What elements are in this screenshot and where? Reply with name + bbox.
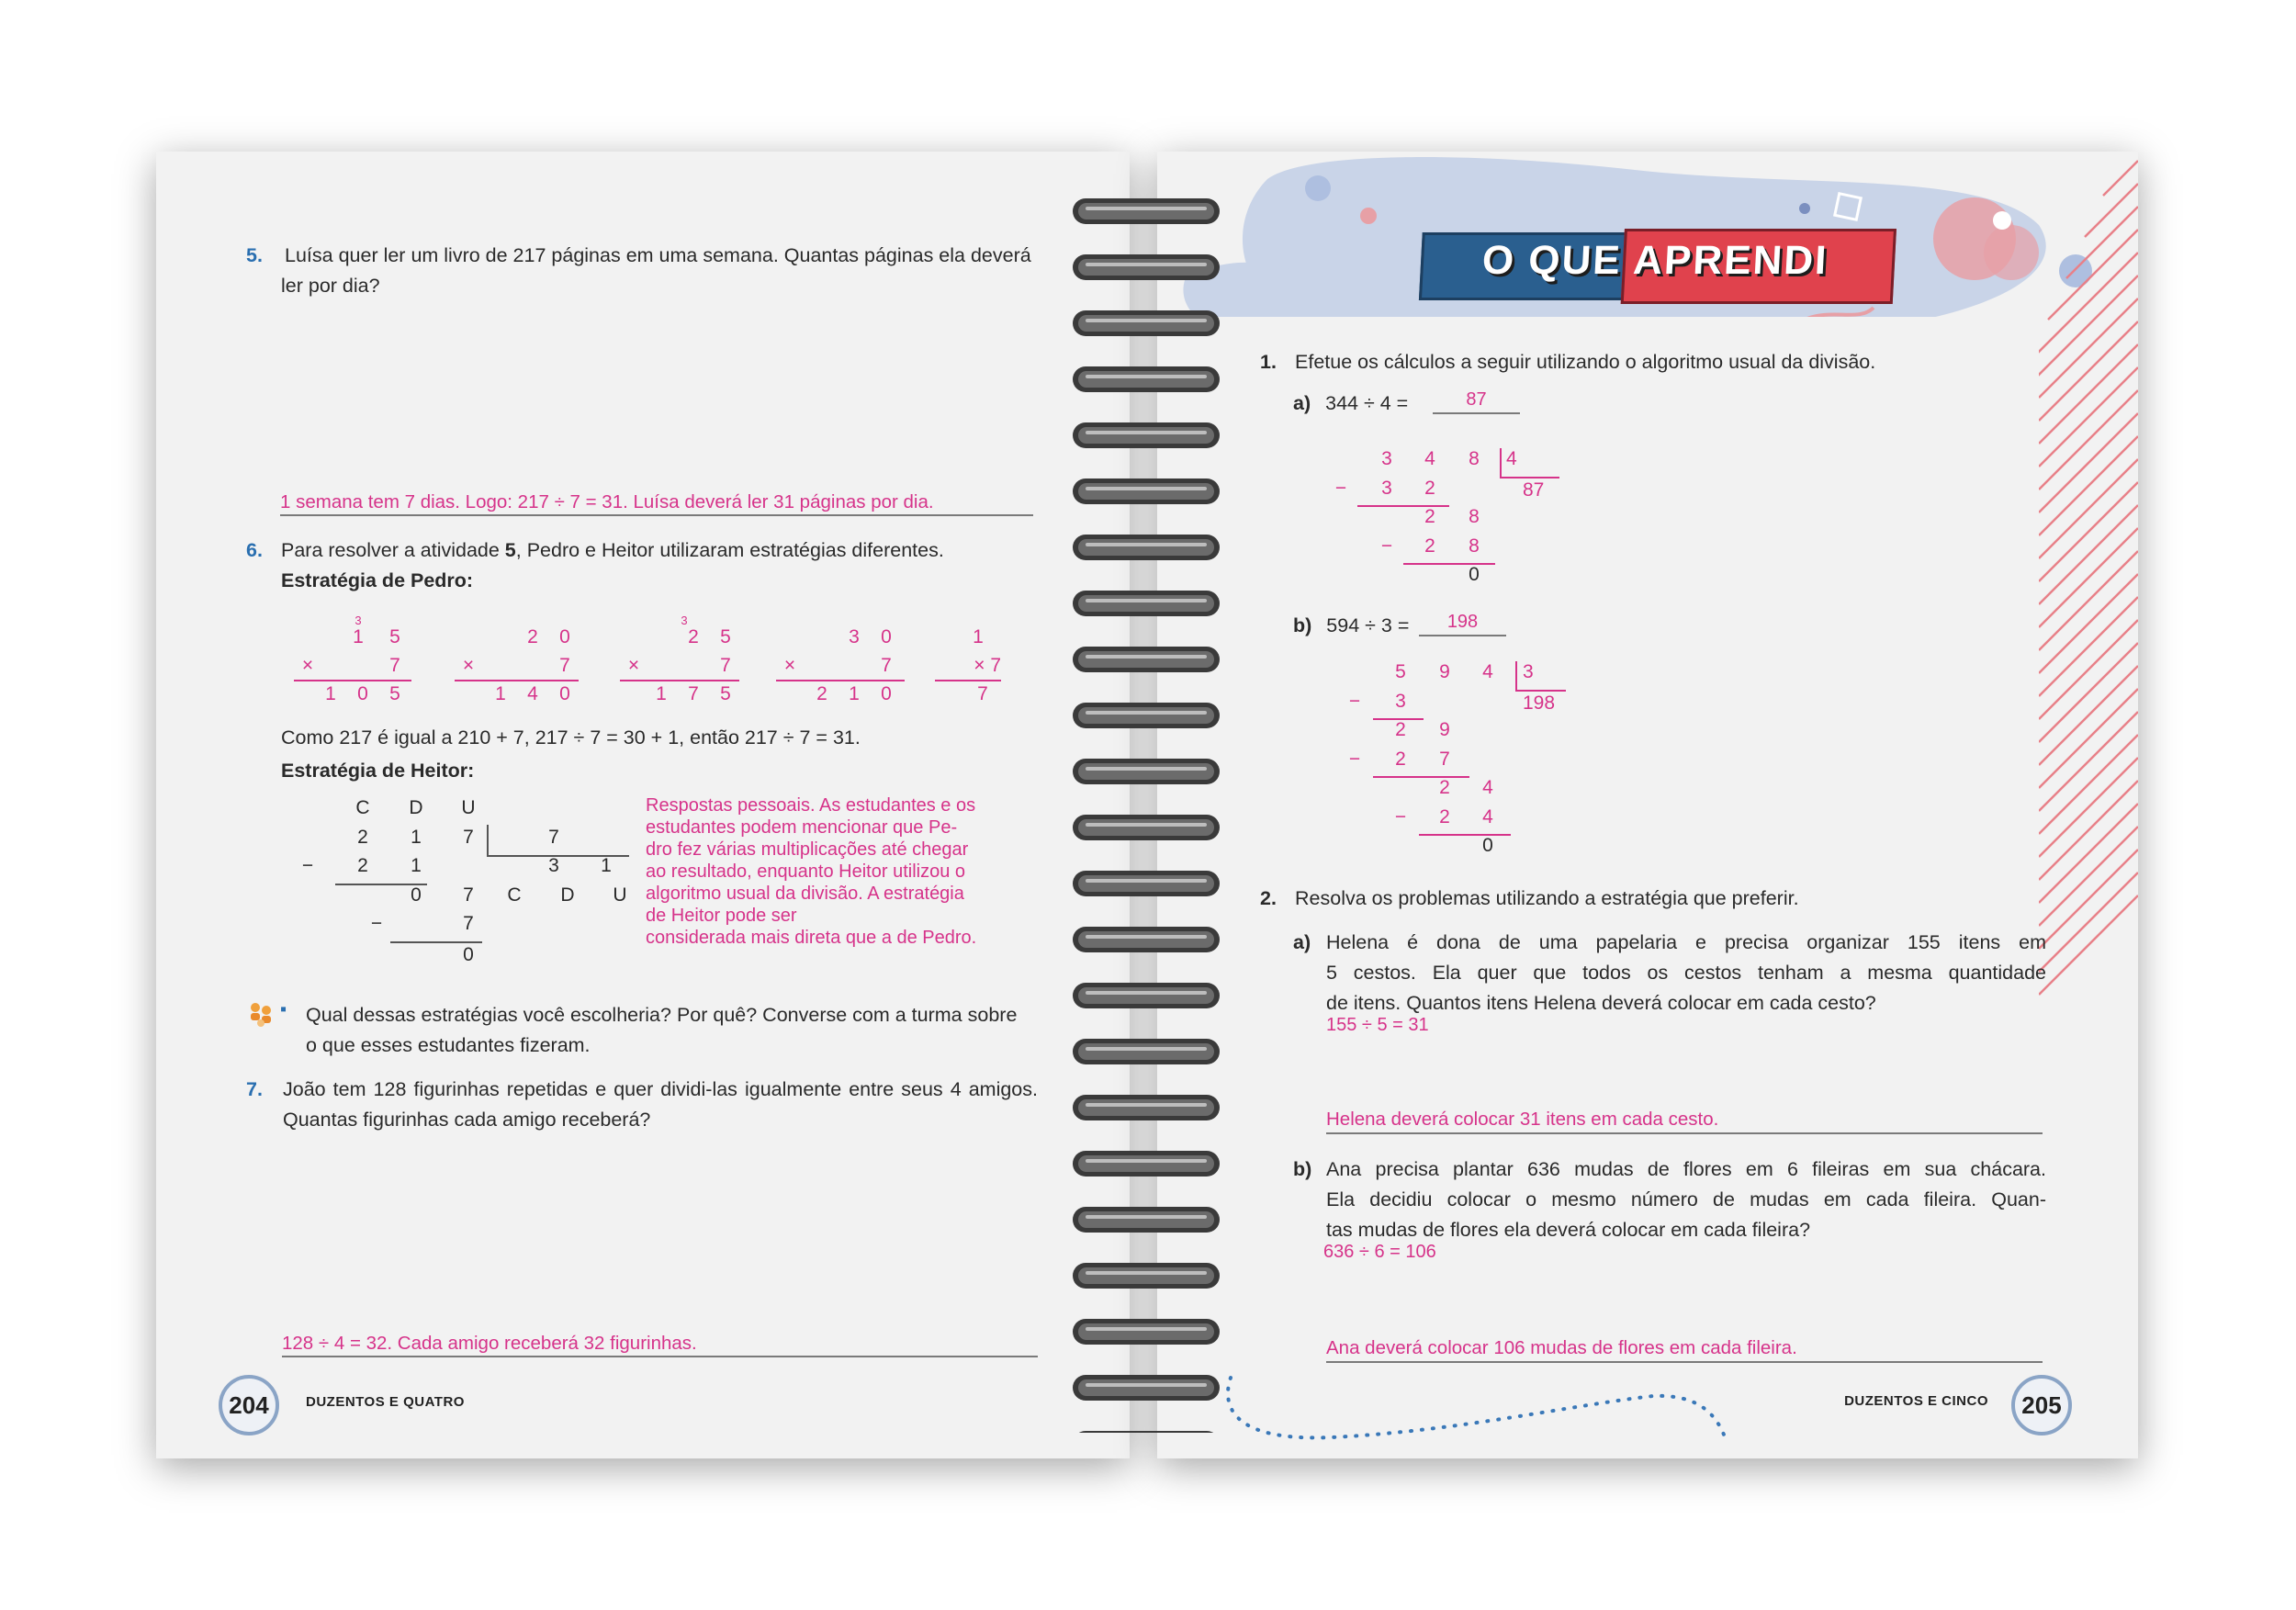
digit: 1 bbox=[411, 827, 422, 848]
quotient-header: U bbox=[613, 884, 627, 906]
digit: 7 bbox=[977, 683, 988, 704]
spiral-ring bbox=[1073, 366, 1220, 392]
note-line: de Heitor pode ser bbox=[646, 906, 797, 926]
digit: 7 bbox=[720, 655, 731, 676]
pedro-title: Estratégia de Pedro: bbox=[281, 569, 474, 591]
quotient-digit: 3 bbox=[548, 855, 559, 876]
quotient-digit: 1 bbox=[601, 855, 612, 876]
item-1b bbox=[1293, 611, 1409, 641]
quotient: 87 bbox=[1523, 479, 1545, 501]
digit: 3 bbox=[1381, 448, 1392, 469]
digit: 4 bbox=[1482, 806, 1493, 828]
digit: 4 bbox=[527, 683, 538, 704]
spiral-ring bbox=[1073, 198, 1220, 224]
spiral-ring bbox=[1073, 927, 1220, 952]
quotient: 198 bbox=[1523, 692, 1556, 714]
quotient-header: C bbox=[507, 884, 522, 906]
question-number: 7. bbox=[246, 1078, 263, 1100]
spiral-ring bbox=[1073, 647, 1220, 672]
digit: 1 bbox=[411, 855, 422, 876]
digit: 0 bbox=[881, 683, 892, 704]
item-line: Ana precisa plantar 636 mudas de flores em 6 fileiras em sua chácara. bbox=[1326, 1158, 2046, 1180]
heitor-division bbox=[294, 797, 634, 981]
page-footer-label: DUZENTOS E QUATRO bbox=[306, 1394, 465, 1410]
note-line: considerada mais direta que a de Pedro. bbox=[646, 928, 977, 948]
spiral-ring bbox=[1073, 1095, 1220, 1120]
digit: 2 bbox=[357, 855, 368, 876]
pedro-multiplications bbox=[276, 614, 1010, 715]
answer-line: Ana deverá colocar 106 mudas de flores em cada fileira. bbox=[1326, 1337, 1797, 1358]
teacher-note bbox=[646, 794, 1041, 949]
digit: 5 bbox=[1395, 661, 1406, 682]
item-line: de itens. Quantos itens Helena deverá colocar em cada cesto? bbox=[1326, 992, 1876, 1014]
activity-ref: 5 bbox=[504, 539, 516, 561]
digit: 2 bbox=[1439, 777, 1450, 798]
answer-rule bbox=[1326, 1132, 2043, 1134]
page-number-badge bbox=[2011, 1375, 2072, 1435]
item-line: tas mudas de flores ela deverá colocar em cada fileira? bbox=[1326, 1219, 1811, 1241]
digit: 1 bbox=[353, 626, 364, 647]
answer-value: 198 bbox=[1446, 612, 1479, 632]
operator: × bbox=[627, 655, 640, 676]
note-line: algoritmo usual da divisão. A estratégia bbox=[646, 884, 964, 904]
question-text: Efetue os cálculos a seguir utilizando o algoritmo usual da divisão. bbox=[1295, 351, 1876, 373]
spiral-ring bbox=[1073, 1207, 1220, 1233]
question-text: Resolva os problemas utilizando a estratégia que preferir. bbox=[1295, 887, 1799, 909]
digit: 0 bbox=[881, 626, 892, 647]
digit: 0 bbox=[357, 683, 368, 704]
digit: 0 bbox=[559, 683, 570, 704]
spiral-ring bbox=[1073, 871, 1220, 896]
item-1a bbox=[1293, 388, 1408, 419]
digit: 5 bbox=[389, 683, 400, 704]
digit: 2 bbox=[1424, 506, 1435, 527]
note-line: ao resultado, enquanto Heitor utilizou o bbox=[646, 861, 966, 882]
question-7 bbox=[246, 1075, 1038, 1135]
operator: × 7 bbox=[974, 655, 1001, 676]
digit: 1 bbox=[849, 683, 860, 704]
spiral-ring bbox=[1073, 254, 1220, 280]
spiral-ring bbox=[1073, 1431, 1220, 1433]
carry-digit: 3 bbox=[681, 614, 688, 627]
spiral-ring bbox=[1073, 591, 1220, 616]
digit: 7 bbox=[559, 655, 570, 676]
digit: 2 bbox=[688, 626, 699, 647]
digit: 7 bbox=[1439, 749, 1450, 770]
expression: 344 ÷ 4 = bbox=[1325, 392, 1409, 414]
digit: 5 bbox=[720, 626, 731, 647]
digit: 2 bbox=[1439, 806, 1450, 828]
item-label: b) bbox=[1293, 614, 1312, 636]
digit: 2 bbox=[816, 683, 827, 704]
digit: 7 bbox=[688, 683, 699, 704]
section-banner bbox=[1419, 232, 1891, 295]
spiral-ring bbox=[1073, 1263, 1220, 1289]
digit: 2 bbox=[1395, 749, 1406, 770]
spiral-ring bbox=[1073, 703, 1220, 728]
header-letter: C bbox=[355, 797, 370, 818]
spiral-ring bbox=[1073, 1319, 1220, 1345]
spiral-ring bbox=[1073, 1039, 1220, 1064]
question-1 bbox=[1260, 347, 2087, 377]
carry-digit: 3 bbox=[355, 614, 362, 627]
heitor-title: Estratégia de Heitor: bbox=[281, 760, 475, 782]
spiral-ring bbox=[1073, 310, 1220, 336]
division-1b bbox=[1322, 661, 1598, 863]
answer-line: Helena deverá colocar 31 itens em cada cesto. bbox=[1326, 1109, 1719, 1130]
digit: 3 bbox=[849, 626, 860, 647]
question-number: 1. bbox=[1260, 351, 1277, 373]
item-label: b) bbox=[1293, 1158, 1312, 1180]
question-text: Luísa quer ler um livro de 217 páginas em uma semana. Quantas páginas ela deverá ler por dia? bbox=[281, 244, 1031, 297]
answer-line: 128 ÷ 4 = 32. Cada amigo receberá 32 figurinhas. bbox=[282, 1333, 697, 1354]
question-5 bbox=[246, 241, 1036, 301]
item-line: Helena é dona de uma papelaria e precisa organizar 155 itens em bbox=[1326, 931, 2046, 953]
calculation: 636 ÷ 6 = 106 bbox=[1323, 1242, 1436, 1262]
answer-rule bbox=[1326, 1361, 2043, 1363]
item-2a bbox=[1293, 928, 2046, 1019]
digit: 4 bbox=[1424, 448, 1435, 469]
note-line: dro fez várias multiplicações até chegar bbox=[646, 839, 969, 860]
digit: 0 bbox=[559, 626, 570, 647]
dotted-curve-decoration bbox=[1221, 1368, 1736, 1460]
pedro-conclusion: Como 217 é igual a 210 + 7, 217 ÷ 7 = 30 + 1, então 217 ÷ 7 = 31. bbox=[281, 726, 861, 749]
digit: 2 bbox=[1424, 478, 1435, 499]
divisor: 4 bbox=[1506, 448, 1517, 469]
spiral-ring bbox=[1073, 983, 1220, 1008]
banner-part1: O QUE bbox=[1480, 238, 1635, 283]
minus: − bbox=[1348, 749, 1361, 770]
digit: 7 bbox=[389, 655, 400, 676]
discussion-text: Qual dessas estratégias você escolheria? Por quê? Converse com a turma sobre o que esses estudantes fizeram. bbox=[306, 1004, 1018, 1056]
digit: 8 bbox=[1469, 506, 1480, 527]
digit: 7 bbox=[463, 884, 474, 906]
page-number: 205 bbox=[2021, 1390, 2062, 1419]
spiral-ring bbox=[1073, 759, 1220, 784]
item-2b bbox=[1293, 1154, 2046, 1245]
digit: 8 bbox=[1469, 535, 1480, 557]
digit: 1 bbox=[325, 683, 336, 704]
spiral-ring bbox=[1073, 535, 1220, 560]
header-letter: U bbox=[461, 797, 476, 818]
spiral-binding bbox=[1065, 184, 1231, 1433]
digit: 4 bbox=[1482, 661, 1493, 682]
question-text: Para resolver a atividade bbox=[281, 539, 505, 561]
note-line: estudantes podem mencionar que Pe- bbox=[646, 817, 958, 838]
operator: × bbox=[783, 655, 796, 676]
divisor: 7 bbox=[548, 827, 559, 848]
spiral-ring bbox=[1073, 478, 1220, 504]
spiral-ring bbox=[1073, 1151, 1220, 1177]
operator: × bbox=[301, 655, 314, 676]
digit: 0 bbox=[1469, 564, 1480, 585]
banner-title bbox=[1420, 238, 1891, 284]
spiral-rings bbox=[1065, 184, 1231, 1433]
digit: 8 bbox=[1469, 448, 1480, 469]
spiral-ring bbox=[1073, 815, 1220, 840]
digit: 5 bbox=[389, 626, 400, 647]
minus: − bbox=[301, 855, 314, 876]
question-text: João tem 128 figurinhas repetidas e quer dividi-las igualmente entre seus 4 amigos. Quantas figurinhas cada amigo receberá? bbox=[283, 1078, 1038, 1131]
digit: 9 bbox=[1439, 719, 1450, 740]
bullet: ▪ bbox=[280, 999, 287, 1019]
question-number: 6. bbox=[246, 539, 263, 561]
digit: 3 bbox=[1395, 691, 1406, 712]
answer-rule bbox=[280, 514, 1033, 516]
item-line: Ela decidiu colocar o mesmo número de mudas em cada fileira. Quan- bbox=[1326, 1188, 2046, 1210]
digit: 7 bbox=[881, 655, 892, 676]
digit: 2 bbox=[357, 827, 368, 848]
digit: 1 bbox=[495, 683, 506, 704]
digit: 0 bbox=[463, 944, 474, 965]
digit: 4 bbox=[1482, 777, 1493, 798]
note-line: Respostas pessoais. As estudantes e os bbox=[646, 795, 976, 816]
answer-line: 1 semana tem 7 dias. Logo: 217 ÷ 7 = 31. Luísa deverá ler 31 páginas por dia. bbox=[280, 491, 934, 512]
quotient-header: D bbox=[560, 884, 575, 906]
question-number: 2. bbox=[1260, 887, 1277, 909]
minus: − bbox=[1380, 535, 1393, 557]
answer-value: 87 bbox=[1466, 389, 1487, 410]
calculation: 155 ÷ 5 = 31 bbox=[1326, 1015, 1429, 1035]
digit: 7 bbox=[463, 913, 474, 934]
digit: 5 bbox=[720, 683, 731, 704]
operator: × bbox=[462, 655, 475, 676]
minus: − bbox=[370, 913, 383, 934]
banner-part2: APRENDI bbox=[1632, 238, 1829, 283]
digit: 7 bbox=[463, 827, 474, 848]
digit: 0 bbox=[1482, 835, 1493, 856]
question-2 bbox=[1260, 884, 2087, 914]
item-label: a) bbox=[1293, 931, 1311, 953]
digit: 1 bbox=[656, 683, 667, 704]
question-6 bbox=[246, 535, 1054, 596]
minus: − bbox=[1394, 806, 1407, 828]
divisor: 3 bbox=[1523, 661, 1534, 682]
expression: 594 ÷ 3 = bbox=[1326, 614, 1410, 636]
minus: − bbox=[1348, 691, 1361, 712]
digit: 1 bbox=[973, 626, 984, 647]
page-number: 204 bbox=[229, 1390, 269, 1419]
spiral-ring bbox=[1073, 1375, 1220, 1401]
spiral-ring bbox=[1073, 422, 1220, 448]
minus: − bbox=[1334, 478, 1347, 499]
digit: 2 bbox=[527, 626, 538, 647]
digit: 2 bbox=[1395, 719, 1406, 740]
page-number-badge bbox=[219, 1375, 279, 1435]
answer-rule bbox=[282, 1356, 1038, 1357]
question-number: 5. bbox=[246, 244, 263, 266]
header-letter: D bbox=[409, 797, 423, 818]
digit: 2 bbox=[1424, 535, 1435, 557]
group-discussion-icon bbox=[248, 1001, 276, 1029]
digit: 3 bbox=[1381, 478, 1392, 499]
question-text-cont: , Pedro e Heitor utilizaram estratégias diferentes. bbox=[515, 539, 944, 561]
item-label: a) bbox=[1293, 392, 1311, 414]
digit: 9 bbox=[1439, 661, 1450, 682]
page-footer-label: DUZENTOS E CINCO bbox=[1844, 1393, 1988, 1409]
digit: 0 bbox=[411, 884, 422, 906]
division-1a bbox=[1322, 448, 1598, 595]
item-line: 5 cestos. Ela quer que todos os cestos tenham a mesma quantidade bbox=[1326, 962, 2046, 984]
